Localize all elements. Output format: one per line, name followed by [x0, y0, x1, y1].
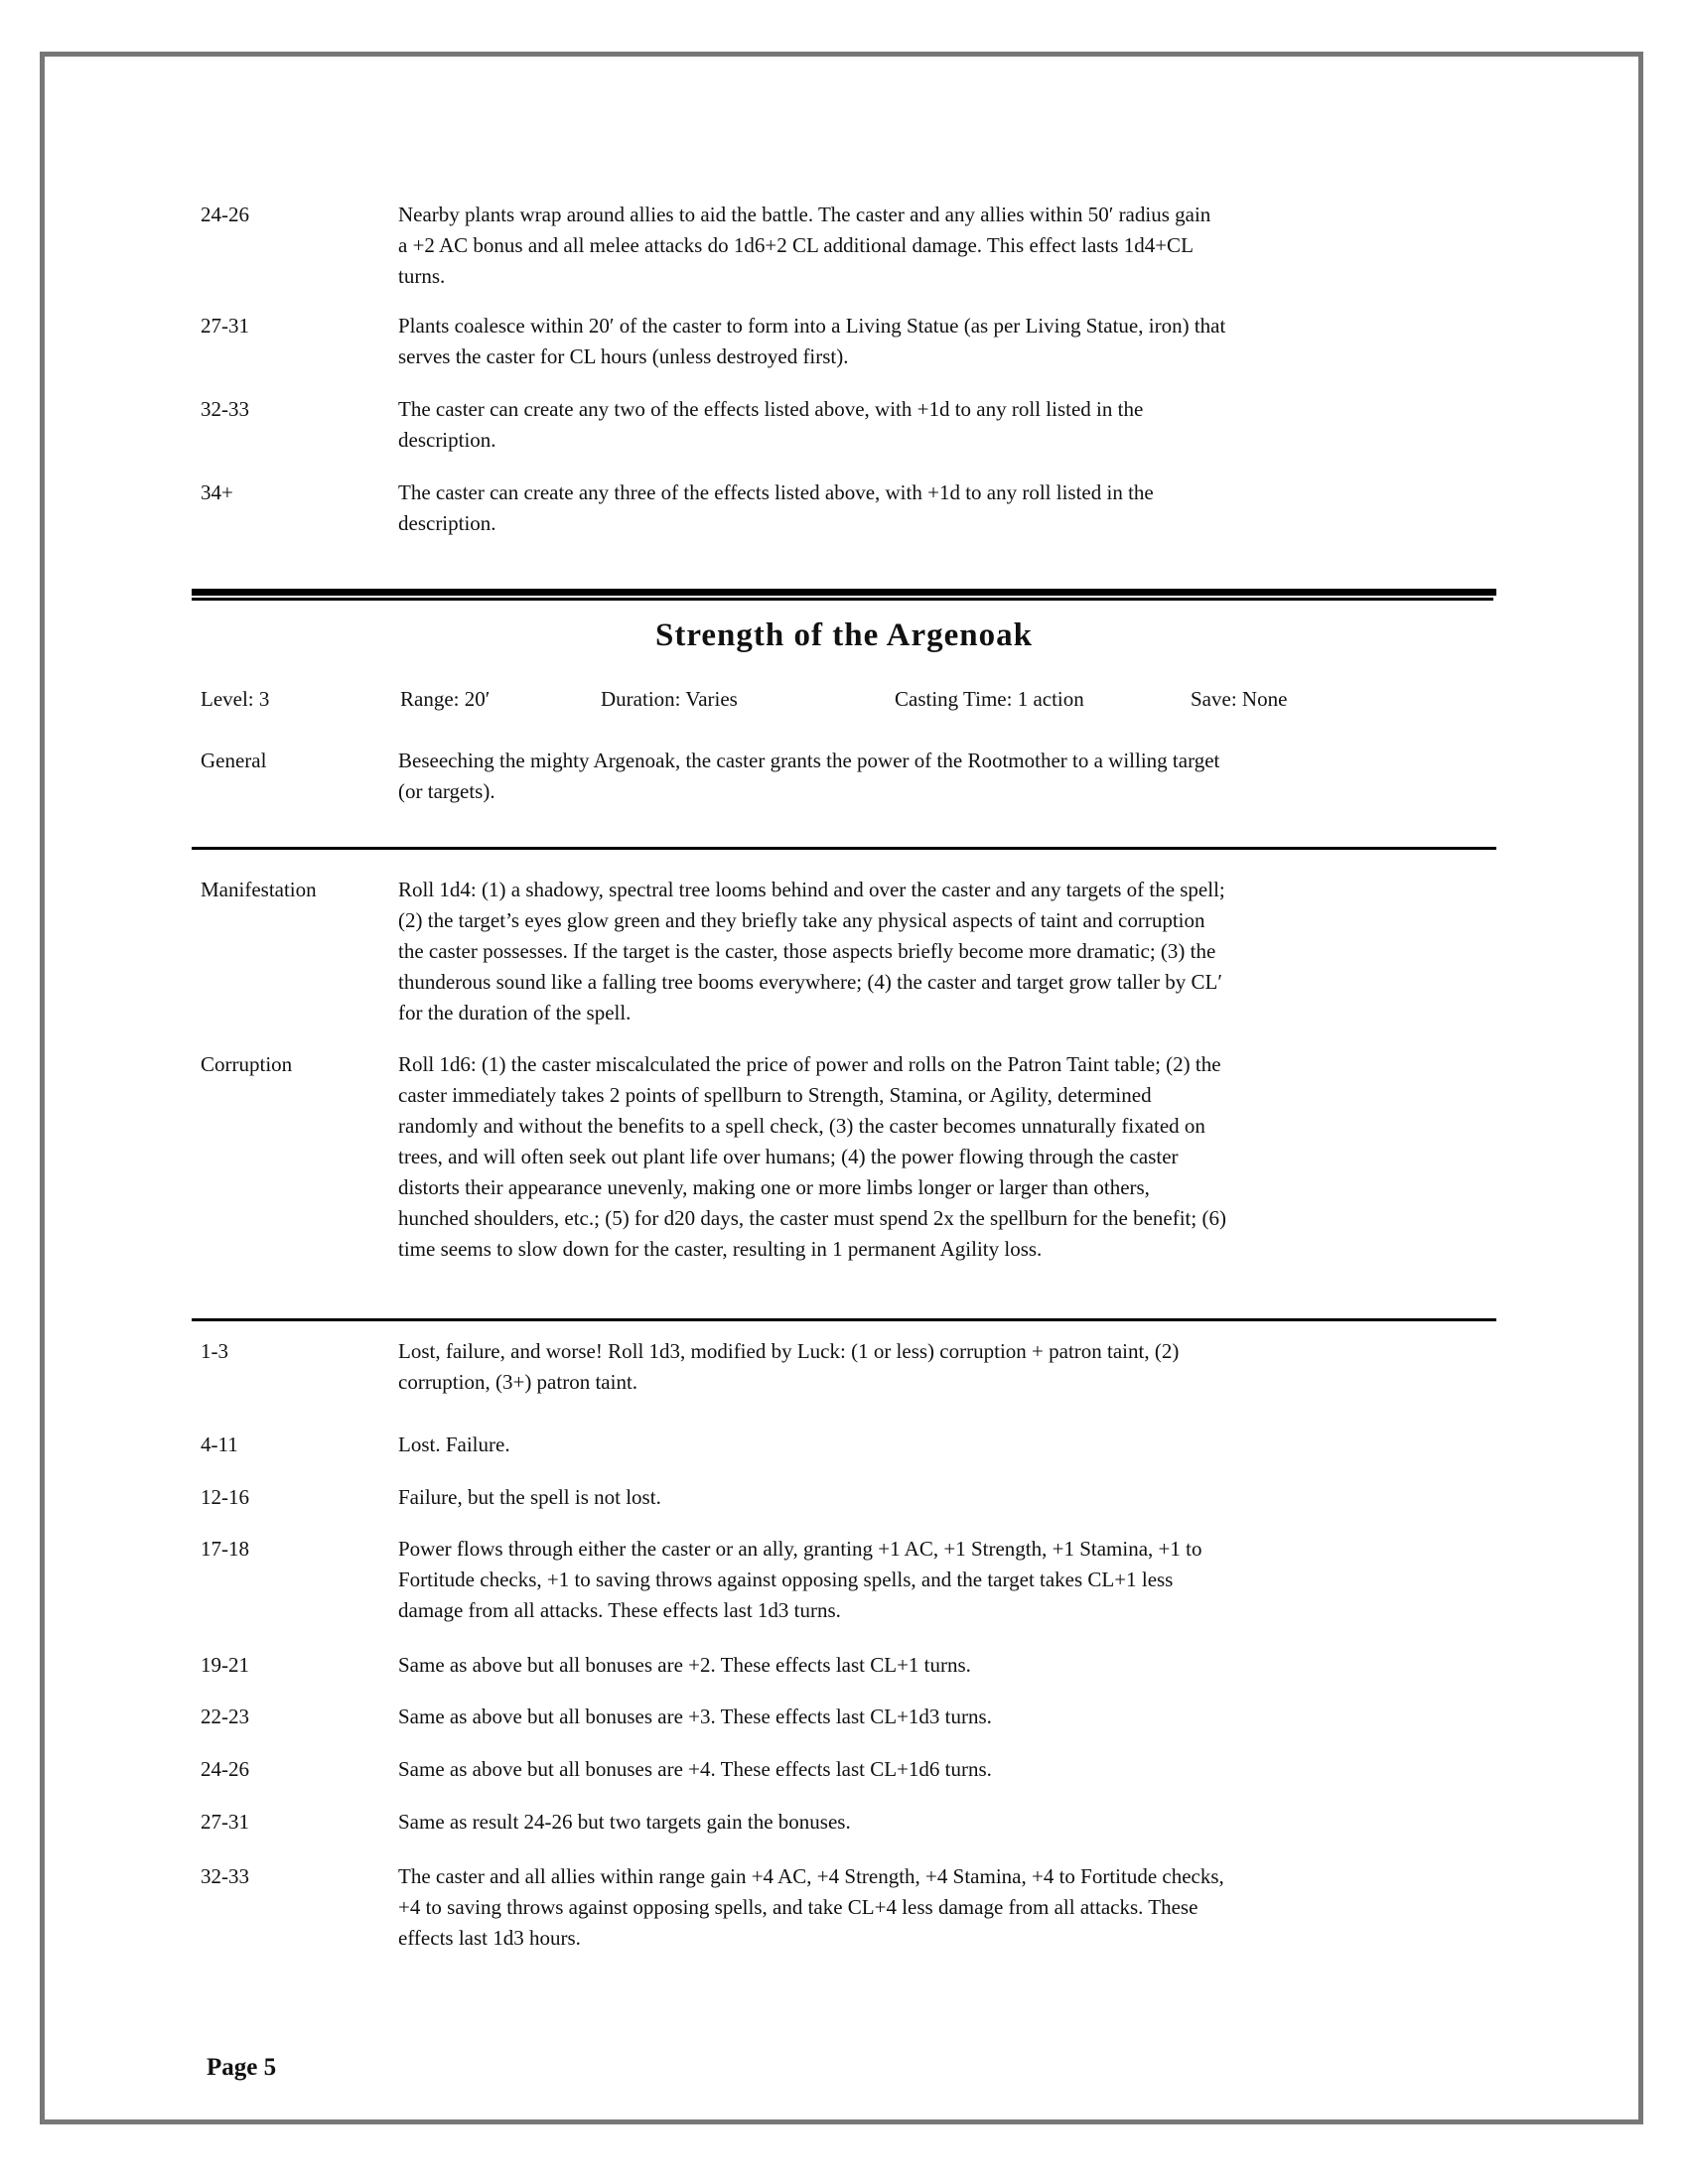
result-description [398, 1430, 1510, 1460]
text-line: for the duration of the spell. [398, 1001, 632, 1024]
double-rule-thin [192, 598, 1493, 601]
text-line: The caster can create any three of the effects listed above, with +1d to any roll listed in the [398, 480, 1154, 504]
result-description [398, 1807, 1510, 1838]
text-line: Same as result 24-26 but two targets gain the bonuses. [398, 1810, 851, 1834]
text-line: effects last 1d3 hours. [398, 1926, 581, 1950]
result-description [398, 1482, 1510, 1513]
spell-level: Level: 3 [201, 687, 270, 711]
text-line: Lost, failure, and worse! Roll 1d3, modified by Luck: (1 or less) corruption + patron taint, (2) [398, 1339, 1180, 1363]
text-line: Lost. Failure. [398, 1433, 510, 1456]
text-line: randomly and without the benefits to a spell check, (3) the caster becomes unnaturally fixated on [398, 1114, 1205, 1138]
text-line: trees, and will often seek out plant life over humans; (4) the power flowing through the caster [398, 1145, 1179, 1168]
roll-range: 24-26 [201, 203, 249, 226]
roll-range: 4-11 [201, 1433, 238, 1456]
text-line: corruption, (3+) patron taint. [398, 1370, 638, 1394]
text-line: Same as above but all bonuses are +2. These effects last CL+1 turns. [398, 1653, 971, 1677]
result-description [398, 478, 1510, 539]
result-description [398, 200, 1510, 292]
page-number: Page 5 [207, 2054, 277, 2081]
result-description [398, 1754, 1510, 1785]
text-line: +4 to saving throws against opposing spells, and take CL+4 less damage from all attacks. These [398, 1895, 1198, 1919]
text-line: Roll 1d4: (1) a shadowy, spectral tree looms behind and over the caster and any targets of the spell; [398, 878, 1225, 901]
text-line: Same as above but all bonuses are +4. These effects last CL+1d6 turns. [398, 1757, 992, 1781]
roll-range: 27-31 [201, 314, 249, 338]
spell-range: Range: 20′ [400, 687, 491, 711]
roll-range: 22-23 [201, 1705, 249, 1728]
result-description [398, 311, 1510, 372]
manifestation-description [398, 875, 1510, 1028]
text-line: Plants coalesce within 20′ of the caster to form into a Living Statue (as per Living Statue, iron) that [398, 314, 1226, 338]
text-line: Same as above but all bonuses are +3. These effects last CL+1d3 turns. [398, 1705, 992, 1728]
spell-title: Strength of the Argenoak [655, 617, 1033, 653]
roll-range: 24-26 [201, 1757, 249, 1781]
text-line: serves the caster for CL hours (unless destroyed first). [398, 344, 849, 368]
roll-range: 1-3 [201, 1339, 228, 1363]
text-line: The caster and all allies within range gain +4 AC, +4 Strength, +4 Stamina, +4 to Fortitude checks, [398, 1864, 1224, 1888]
text-line: (or targets). [398, 779, 495, 803]
text-line: turns. [398, 264, 446, 288]
result-description [398, 1702, 1510, 1732]
text-line: time seems to slow down for the caster, resulting in 1 permanent Agility loss. [398, 1237, 1043, 1261]
roll-range: 34+ [201, 480, 233, 504]
spell-casting-time: Casting Time: 1 action [895, 687, 1084, 711]
general-label: General [201, 749, 267, 772]
section-divider [192, 847, 1496, 850]
general-description [398, 746, 1510, 807]
text-line: damage from all attacks. These effects last 1d3 turns. [398, 1598, 841, 1622]
text-line: Beseeching the mighty Argenoak, the caster grants the power of the Rootmother to a willing target [398, 749, 1220, 772]
result-description [398, 394, 1510, 456]
text-line: thunderous sound like a falling tree booms everywhere; (4) the caster and target grow taller by CL′ [398, 970, 1222, 994]
roll-range: 27-31 [201, 1810, 249, 1834]
text-line: distorts their appearance unevenly, making one or more limbs longer or larger than others, [398, 1175, 1150, 1199]
text-line: Roll 1d6: (1) the caster miscalculated the price of power and rolls on the Patron Taint table; (2) the [398, 1052, 1221, 1076]
text-line: description. [398, 511, 496, 535]
result-description [398, 1534, 1510, 1626]
text-line: description. [398, 428, 496, 452]
spell-duration: Duration: Varies [601, 687, 738, 711]
text-line: a +2 AC bonus and all melee attacks do 1d6+2 CL additional damage. This effect lasts 1d4+CL [398, 233, 1194, 257]
corruption-label: Corruption [201, 1052, 293, 1076]
result-description [398, 1861, 1510, 1954]
roll-range: 32-33 [201, 397, 249, 421]
text-line: Nearby plants wrap around allies to aid the battle. The caster and any allies within 50′ radius gain [398, 203, 1211, 226]
spell-save: Save: None [1191, 687, 1288, 711]
double-rule-thick [192, 589, 1496, 596]
text-line: Power flows through either the caster or an ally, granting +1 AC, +1 Strength, +1 Stamina, +1 to [398, 1537, 1202, 1561]
roll-range: 12-16 [201, 1485, 249, 1509]
corruption-description [398, 1049, 1510, 1265]
roll-range: 17-18 [201, 1537, 249, 1561]
text-line: Fortitude checks, +1 to saving throws against opposing spells, and the target takes CL+1 less [398, 1568, 1174, 1591]
text-line: caster immediately takes 2 points of spellburn to Strength, Stamina, or Agility, determined [398, 1083, 1152, 1107]
text-line: the caster possesses. If the target is the caster, those aspects briefly become more dramatic; (3) the [398, 939, 1216, 963]
result-description [398, 1650, 1510, 1681]
roll-range: 19-21 [201, 1653, 249, 1677]
result-description [398, 1336, 1510, 1398]
section-divider [192, 1318, 1496, 1321]
text-line: (2) the target’s eyes glow green and they briefly take any physical aspects of taint and corruption [398, 908, 1205, 932]
manifestation-label: Manifestation [201, 878, 317, 901]
text-line: The caster can create any two of the effects listed above, with +1d to any roll listed in the [398, 397, 1144, 421]
text-line: Failure, but the spell is not lost. [398, 1485, 661, 1509]
roll-range: 32-33 [201, 1864, 249, 1888]
text-line: hunched shoulders, etc.; (5) for d20 days, the caster must spend 2x the spellburn for the benefit; (6) [398, 1206, 1226, 1230]
